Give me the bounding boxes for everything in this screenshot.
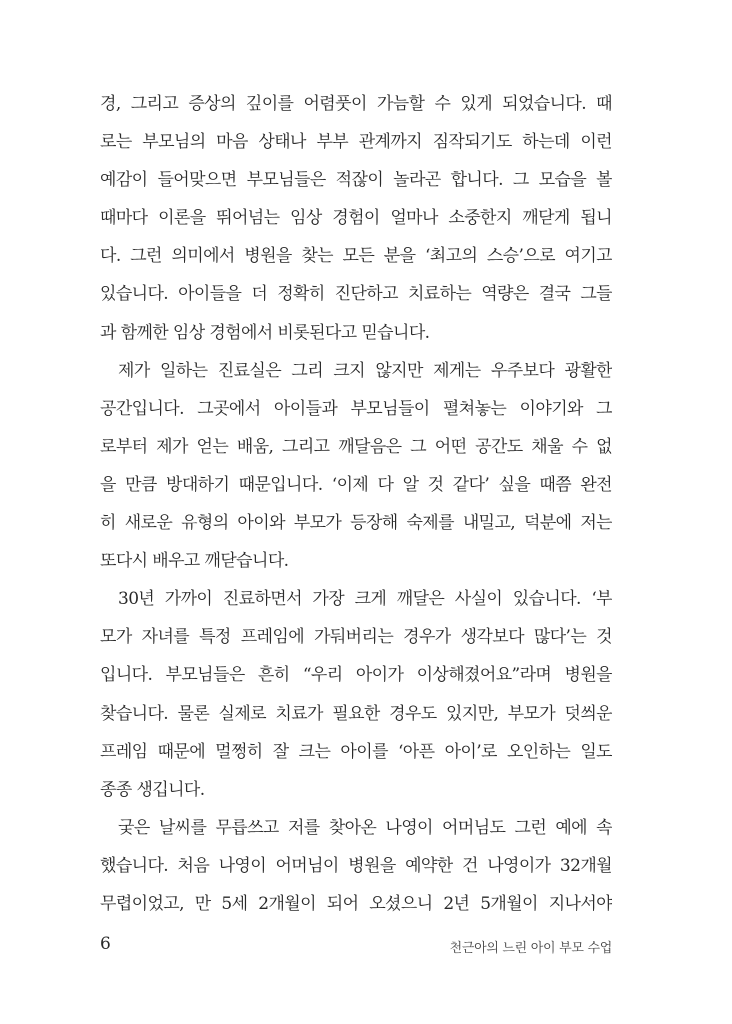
text-line: 종종 생깁니다.: [100, 779, 205, 800]
text-line: 찾습니다. 물론 실제로 치료가 필요한 경우도 있지만, 부모가 덧씌운: [100, 703, 612, 724]
text-line: 때마다 이론을 뛰어넘는 임상 경험이 얼마나 소중한지 깨닫게 됩니: [100, 208, 612, 229]
text-line: 경, 그리고 증상의 깊이를 어렴풋이 가늠할 수 있게 되었습니다. 때: [100, 94, 612, 114]
text-line: 했습니다. 처음 나영이 어머님이 병원을 예약한 건 나영이가 32개월: [100, 855, 612, 876]
text-line: 다. 그런 의미에서 병원을 찾는 모든 분을 ‘최고의 스승’으로 여기고: [100, 246, 612, 267]
running-footer-title: 천근아의 느린 아이 부모 수업: [449, 941, 612, 956]
text-line: 로는 부모님의 마음 상태나 부부 관계까지 짐작되기도 하는데 이런: [100, 132, 612, 153]
text-line: 있습니다. 아이들을 더 정확히 진단하고 치료하는 역량은 결국 그들: [100, 284, 612, 305]
text-line: 예감이 들어맞으면 부모님들은 적잖이 놀라곤 합니다. 그 모습을 볼: [100, 170, 612, 191]
page-number: 6: [100, 934, 111, 954]
text-line: 30년 가까이 진료하면서 가장 크게 깨달은 사실이 있습니다. ‘부: [118, 589, 612, 610]
paragraph-1: [100, 85, 612, 352]
text-line: 궂은 날씨를 무릅쓰고 저를 찾아온 나영이 어머님도 그런 예에 속: [118, 817, 612, 838]
text-line: 모가 자녀를 특정 프레임에 가둬버리는 경우가 생각보다 많다’는 것: [100, 627, 612, 648]
text-line: 공간입니다. 그곳에서 아이들과 부모님들이 펼쳐놓는 이야기와 그: [100, 398, 612, 419]
text-line: 과 함께한 임상 경험에서 비롯된다고 믿습니다.: [100, 322, 430, 343]
paragraph-4: [100, 809, 612, 923]
text-line: 무렵이었고, 만 5세 2개월이 되어 오셨으니 2년 5개월이 지나서야: [100, 893, 612, 914]
paragraph-3: [100, 580, 612, 809]
text-line: 입니다. 부모님들은 흔히 “우리 아이가 이상해졌어요”라며 병원을: [100, 665, 612, 686]
text-line: 또다시 배우고 깨닫습니다.: [100, 551, 289, 572]
paragraph-2: [100, 352, 612, 581]
text-line: 히 새로운 유형의 아이와 부모가 등장해 숙제를 내밀고, 덕분에 저는: [100, 513, 612, 534]
text-line: 로부터 제가 얻는 배움, 그리고 깨달음은 그 어떤 공간도 채울 수 없: [100, 436, 612, 457]
body-text: [100, 85, 612, 923]
text-line: 을 만큼 방대하기 때문입니다. ‘이제 다 알 것 같다’ 싶을 때쯤 완전: [100, 474, 612, 495]
text-line: 프레임 때문에 멀쩡히 잘 크는 아이를 ‘아픈 아이’로 오인하는 일도: [100, 741, 612, 762]
text-line: 제가 일하는 진료실은 그리 크지 않지만 제게는 우주보다 광활한: [118, 360, 612, 381]
